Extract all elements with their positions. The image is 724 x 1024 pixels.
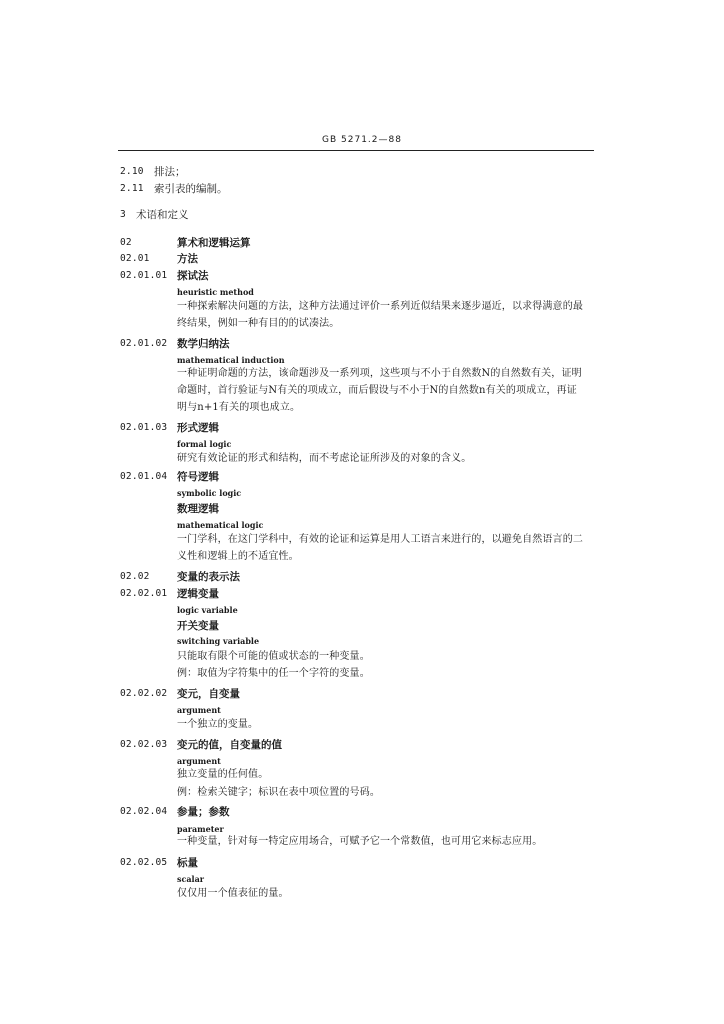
term-title: 变元，自变量 — [177, 688, 240, 700]
term-definition: 明与n+1有关的项也成立。 — [177, 402, 301, 413]
term-number: 02.01.01 — [120, 270, 168, 281]
term-number: 02.02.03 — [120, 739, 168, 750]
term-definition: 一个独立的变量。 — [177, 719, 259, 730]
term-english: switching variable — [177, 636, 260, 646]
term-title: 算术和逻辑运算 — [177, 237, 251, 249]
toc-text: 索引表的编制。 — [154, 183, 228, 195]
term-definition: 独立变量的任何值。 — [177, 769, 269, 780]
term-definition: 例：取值为字符集中的任一个字符的变量。 — [177, 668, 370, 679]
term-english: argument — [177, 705, 221, 715]
term-title: 探试法 — [177, 270, 209, 282]
term-number: 02.01 — [120, 253, 150, 264]
term-definition: 一种证明命题的方法，该命题涉及一系列项，这些项与不小于自然数N的自然数有关，证明 — [177, 368, 582, 379]
term-english: symbolic logic — [177, 488, 242, 498]
term-title: 参量；参数 — [177, 806, 230, 818]
term-definition: 仅仅用一个值表征的量。 — [177, 888, 289, 899]
term-definition: 命题时，首行验证与N有关的项成立，而后假设与不小于N的自然数n有关的项成立，再证 — [177, 385, 577, 396]
toc-number: 2.10 — [120, 166, 144, 177]
term-title: 形式逻辑 — [177, 422, 219, 434]
term-english: scalar — [177, 874, 204, 884]
term-english: formal logic — [177, 439, 232, 449]
standard-code-header: GB 5271.2—88 — [322, 135, 402, 145]
term-title: 数学归纳法 — [177, 338, 230, 350]
term-number: 02.02.02 — [120, 688, 168, 699]
term-definition: 义性和逻辑上的不适宜性。 — [177, 551, 299, 562]
term-english: logic variable — [177, 605, 238, 615]
term-title: 变量的表示法 — [177, 571, 240, 583]
term-definition: 研究有效论证的形式和结构，而不考虑论证所涉及的对象的含义。 — [177, 453, 472, 464]
term-number: 02.02.04 — [120, 806, 168, 817]
term-number: 02.01.02 — [120, 338, 168, 349]
toc-text: 排法； — [154, 166, 186, 178]
term-definition: 终结果，例如一种有目的的试凑法。 — [177, 318, 340, 329]
term-number: 02 — [120, 237, 132, 248]
term-definition: 一种探索解决问题的方法，这种方法通过评价一系列近似结果来逐步逼近，以求得满意的最 — [177, 301, 583, 312]
term-english: parameter — [177, 824, 224, 834]
term-title: 标量 — [177, 857, 198, 869]
term-definition: 例：检索关键字；标识在表中项位置的号码。 — [177, 787, 380, 798]
term-number: 02.01.04 — [120, 471, 168, 482]
term-english: mathematical induction — [177, 355, 285, 365]
term-english: heuristic method — [177, 287, 254, 297]
term-synonym: 数理逻辑 — [177, 503, 219, 515]
term-synonym: 开关变量 — [177, 620, 219, 632]
toc-number: 2.11 — [120, 183, 144, 194]
term-title: 变元的值，自变量的值 — [177, 739, 282, 751]
term-english: argument — [177, 756, 221, 766]
term-number: 02.02.05 — [120, 857, 168, 868]
term-number: 02.02 — [120, 571, 150, 582]
term-title: 方法 — [177, 253, 198, 265]
term-title: 逻辑变量 — [177, 588, 219, 600]
term-definition: 一种变量，针对每一特定应用场合，可赋予它一个常数值，也可用它来标志应用。 — [177, 836, 543, 847]
term-english: mathematical logic — [177, 520, 264, 530]
term-definition: 只能取有限个可能的值或状态的一种变量。 — [177, 651, 370, 662]
section-title: 术语和定义 — [136, 209, 189, 221]
section-number: 3 — [120, 209, 126, 220]
term-number: 02.01.03 — [120, 422, 168, 433]
term-number: 02.02.01 — [120, 588, 168, 599]
term-title: 符号逻辑 — [177, 471, 219, 483]
term-definition: 一门学科，在这门学科中，有效的论证和运算是用人工语言来进行的，以避免自然语言的二 — [177, 534, 583, 545]
header-rule — [118, 150, 594, 151]
